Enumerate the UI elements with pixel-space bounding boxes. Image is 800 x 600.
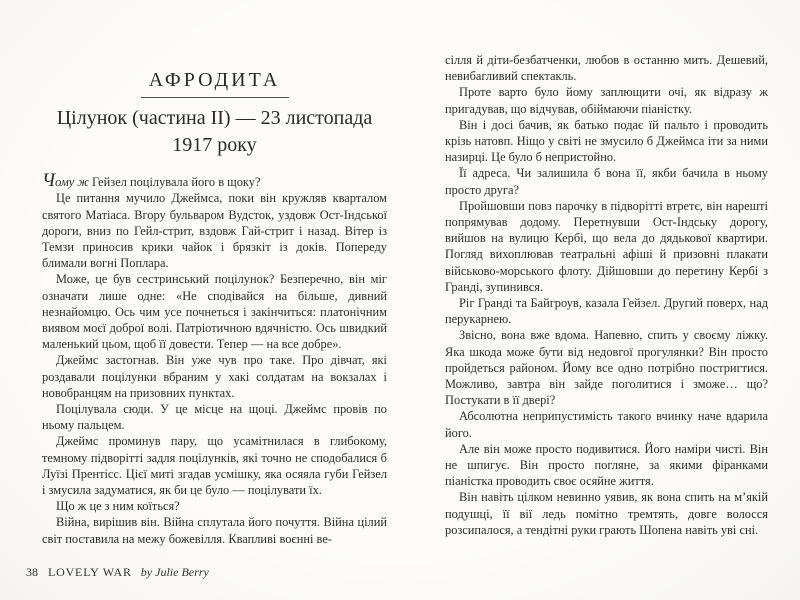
chapter-title: АФРОДИТА bbox=[148, 69, 281, 91]
paragraph: Що ж це з ним коїться? bbox=[56, 499, 180, 514]
paragraph: Пройшовши повз парочку в підворітті втретє, він нарешті попрямував додому. Перетнувши Ост-Індську дорогу, вийшов на вулицю Кербі, що вела до дядькової квартири. Погляд вихоплював театральні афіші й призовні плакати військово-морського флоту. Дійшовши до перетину Кербі з Гранді, зупинився. bbox=[445, 198, 768, 294]
paragraph: Може, це був сестринський поцілунок? Безперечно, він міг означати лише одне: «Не сподівайся на більше, дивний незнайомцю. Ось чим усе почнеться і закінчиться: платонічним виявом моєї доброї волі. Патріотичною вдячністю. Ось швидкий маленький цьом, щоб її довести. Тепер — на все добре». bbox=[42, 272, 387, 352]
paragraph: Звісно, вона вже вдома. Напевно, спить у своєму ліжку. Яка шкода може бути від недовгої прогулянки? Він просто пройдеться районом. Йому все одно потрібно постригтися. Можливо, завтра він зайде поголитися і зможе… що? Постукати в її двері? bbox=[445, 328, 768, 408]
title-divider bbox=[141, 97, 289, 98]
right-paragraphs bbox=[445, 52, 768, 538]
paragraph: Джеймс застогнав. Він уже чув про таке. Про дівчат, які роздавали поцілунки вбраним у хакі солдатам на вокзалах і новобранцям на призовних пунктах. bbox=[42, 353, 387, 400]
opening-rest: Гейзел поцілувала його в щоку? bbox=[88, 175, 261, 190]
running-book-title: LOVELY WAR bbox=[48, 565, 132, 579]
opening-paragraph bbox=[42, 170, 387, 192]
left-page-column bbox=[42, 69, 387, 547]
opening-initial-letter: Ч bbox=[42, 170, 56, 192]
section-title bbox=[42, 105, 387, 159]
paragraph: Але він може просто подивитися. Його наміри чисті. Він не шпигує. Він просто погляне, за якими фіранками піаністка проводить своє осяйне життя. bbox=[445, 441, 768, 489]
paragraph: Її адреса. Чи залишила б вона її, якби бачила в ньому просто друга? bbox=[445, 166, 768, 197]
paragraph: Абсолютна неприпустимість такого вчинку наче вдарила його. bbox=[445, 409, 768, 440]
paragraph: Джеймс проминув пару, що усамітнилася в глибокому, темному підворітті задля поцілунків, які точно не сподобалися б Луїзі Прентісс. Цієї миті згадав усмішку, яка осяяла губи Гейзел і змусила задуматися, як би це було — поцілувати їх. bbox=[42, 434, 387, 498]
opening-italic-lead: ому ж bbox=[55, 175, 89, 190]
running-byline: by Julie Berry bbox=[140, 565, 209, 579]
page-footer bbox=[26, 565, 209, 580]
right-body-text bbox=[445, 52, 768, 538]
paragraph: Поцілувала сюди. У це місце на щоці. Джеймс провів по ньому пальцем. bbox=[42, 402, 387, 433]
paragraph: Ріг Гранді та Байгроув, казала Гейзел. Другий поверх, над перукарнею. bbox=[445, 296, 768, 327]
paragraph: Проте варто було йому заплющити очі, як відразу ж пригадував, що відчував, обіймаючи піаністку. bbox=[445, 85, 768, 116]
section-title-line1: Цілунок (частина II) — 23 листопада bbox=[56, 107, 373, 130]
left-body-text bbox=[42, 170, 387, 547]
page-number: 38 bbox=[26, 565, 38, 579]
left-paragraphs bbox=[42, 190, 387, 546]
paragraph: Він навіть цілком невинно уявив, як вона спить на м’якій подушці, її вії ледь помітно тремтять, довге волосся розсипалося, а тендітні руки грають Шопена навіть уві сні. bbox=[445, 490, 768, 537]
paragraph: Це питання мучило Джеймса, поки він кружляв кварталом святого Матіаса. Вгору бульваром Вудсток, уздовж Ост-Індської дороги, вниз по Гейл-стрит, вздовж Гай-стрит і назад. Вітер із Темзи приносив крики чайок і брязкіт із доків. Попереду блимали вогні Поплара. bbox=[42, 191, 387, 271]
paragraph: сілля й діти-безбатченки, любов в останню мить. Дешевий, невибагливий спектакль. bbox=[445, 53, 768, 84]
paragraph: Війна, вирішив він. Війна сплутала його почуття. Війна цілий світ поставила на межу божевілля. Квапливі воєнні ве- bbox=[42, 515, 387, 546]
paragraph: Він і досі бачив, як батько подає їй пальто і проводить крізь натовп. Ніщо у світі не змусило б Джеймса іти за ними назирці. Це було б непристойно. bbox=[445, 117, 768, 165]
right-page-column bbox=[445, 52, 768, 538]
section-title-line2: 1917 року bbox=[172, 134, 257, 157]
